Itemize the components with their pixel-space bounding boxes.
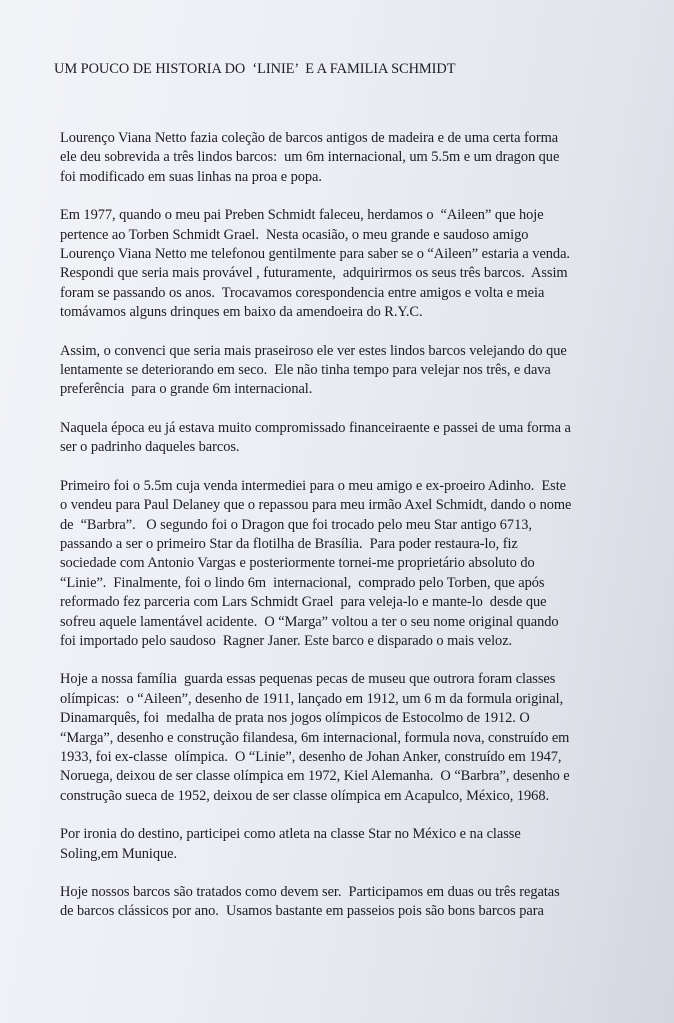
document-body — [46, 60, 668, 941]
text-line: sociedade com Antonio Vargas e posteriormente tornei-me proprietário absoluto do — [60, 555, 535, 572]
paragraph-1 — [60, 129, 668, 187]
text-line: Soling,em Munique. — [60, 845, 178, 862]
paragraph-5 — [60, 477, 668, 652]
text-line: Primeiro foi o 5.5m cuja venda intermediei para o meu amigo e ex-proeiro Adinho. Este — [60, 477, 567, 494]
text-line: “Linie”. Finalmente, foi o lindo 6m internacional, comprado pelo Torben, que após — [60, 574, 545, 591]
document-title: UM POUCO DE HISTORIA DO ‘LINIE’ E A FAMILIA SCHMIDT — [54, 61, 456, 77]
text-line: “Marga”, desenho e construção filandesa, 6m internacional, formula nova, construído em — [60, 729, 570, 746]
text-line: Por ironia do destino, participei como atleta na classe Star no México e na classe — [60, 826, 521, 843]
text-line: reformado fez parceria com Lars Schmidt Grael para veleja-lo e mante-lo desde que — [60, 594, 547, 611]
paragraph-3 — [60, 342, 668, 400]
paragraph-6 — [60, 670, 668, 806]
text-line: de “Barbra”. O segundo foi o Dragon que foi trocado pelo meu Star antigo 6713, — [60, 516, 532, 533]
text-line: preferência para o grande 6m internacional. — [60, 381, 313, 398]
text-line: ser o padrinho daqueles barcos. — [60, 439, 240, 456]
paragraph-7 — [60, 825, 668, 864]
text-line: Lourenço Viana Netto fazia coleção de barcos antigos de madeira e de uma certa forma — [60, 130, 559, 146]
text-line: Respondi que seria mais provável , futuramente, adquirirmos os seus três barcos. Assim — [60, 265, 568, 282]
text-line: o vendeu para Paul Delaney que o repassou para meu irmão Axel Schmidt, dando o nome — [60, 497, 572, 514]
text-line: olímpicas: o “Aileen”, desenho de 1911, lançado em 1912, um 6 m da formula original, — [60, 690, 564, 707]
text-line: ele deu sobrevida a três lindos barcos: um 6m internacional, um 5.5m e um dragon que — [60, 149, 560, 166]
paragraph-4 — [60, 419, 668, 458]
text-line: foi importado pelo saudoso Ragner Janer. Este barco e disparado o mais veloz. — [60, 632, 513, 649]
text-line: pertence ao Torben Schmidt Grael. Nesta ocasião, o meu grande e saudoso amigo — [60, 226, 529, 243]
text-line: construção sueca de 1952, deixou de ser classe olímpica em Acapulco, México, 1968. — [60, 787, 550, 804]
text-line: Lourenço Viana Netto me telefonou gentilmente para saber se o “Aileen” estaria a venda. — [60, 246, 570, 263]
text-line: sofreu aquele lamentável acidente. O “Marga” voltou a ter o seu nome original quando — [60, 613, 559, 630]
text-line: Hoje nossos barcos são tratados como devem ser. Participamos em duas ou três regatas — [60, 884, 560, 900]
text-line: passando a ser o primeiro Star da flotilha de Brasília. Para poder restaura-lo, fiz — [60, 535, 518, 552]
text-line: foi modificado em suas linhas na proa e popa. — [60, 168, 322, 185]
text-line: foram se passando os anos. Trocavamos corespondencia entre amigos e volta e meia — [60, 284, 545, 301]
text-line: de barcos clássicos por ano. Usamos bastante em passeios pois são bons barcos para — [60, 903, 544, 920]
text-line: Em 1977, quando o meu pai Preben Schmidt faleceu, herdamos o “Aileen” que hoje — [60, 207, 544, 224]
text-line: Assim, o convenci que seria mais praseiroso ele ver estes lindos barcos velejando do que — [60, 342, 567, 359]
text-line: tomávamos alguns drinques em baixo da amendoeira do R.Y.C. — [60, 304, 423, 321]
text-line: Hoje a nossa família guarda essas pequenas pecas de museu que outrora foram classes — [60, 671, 556, 688]
paragraph-8 — [60, 883, 668, 922]
text-line: Dinamarquês, foi medalha de prata nos jogos olímpicos de Estocolmo de 1912. O — [60, 710, 530, 727]
text-line: Naquela época eu já estava muito compromissado financeiraente e passei de uma forma a — [60, 419, 571, 436]
text-line: Noruega, deixou de ser classe olímpica em 1972, Kiel Alemanha. O “Barbra”, desenho e — [60, 768, 570, 785]
text-line: lentamente se deteriorando em seco. Ele não tinha tempo para velejar nos três, e dava — [60, 362, 551, 379]
text-line: 1933, foi ex-classe olímpica. O “Linie”, desenho de Johan Anker, construído em 1947, — [60, 748, 562, 765]
paragraph-2 — [60, 206, 668, 322]
